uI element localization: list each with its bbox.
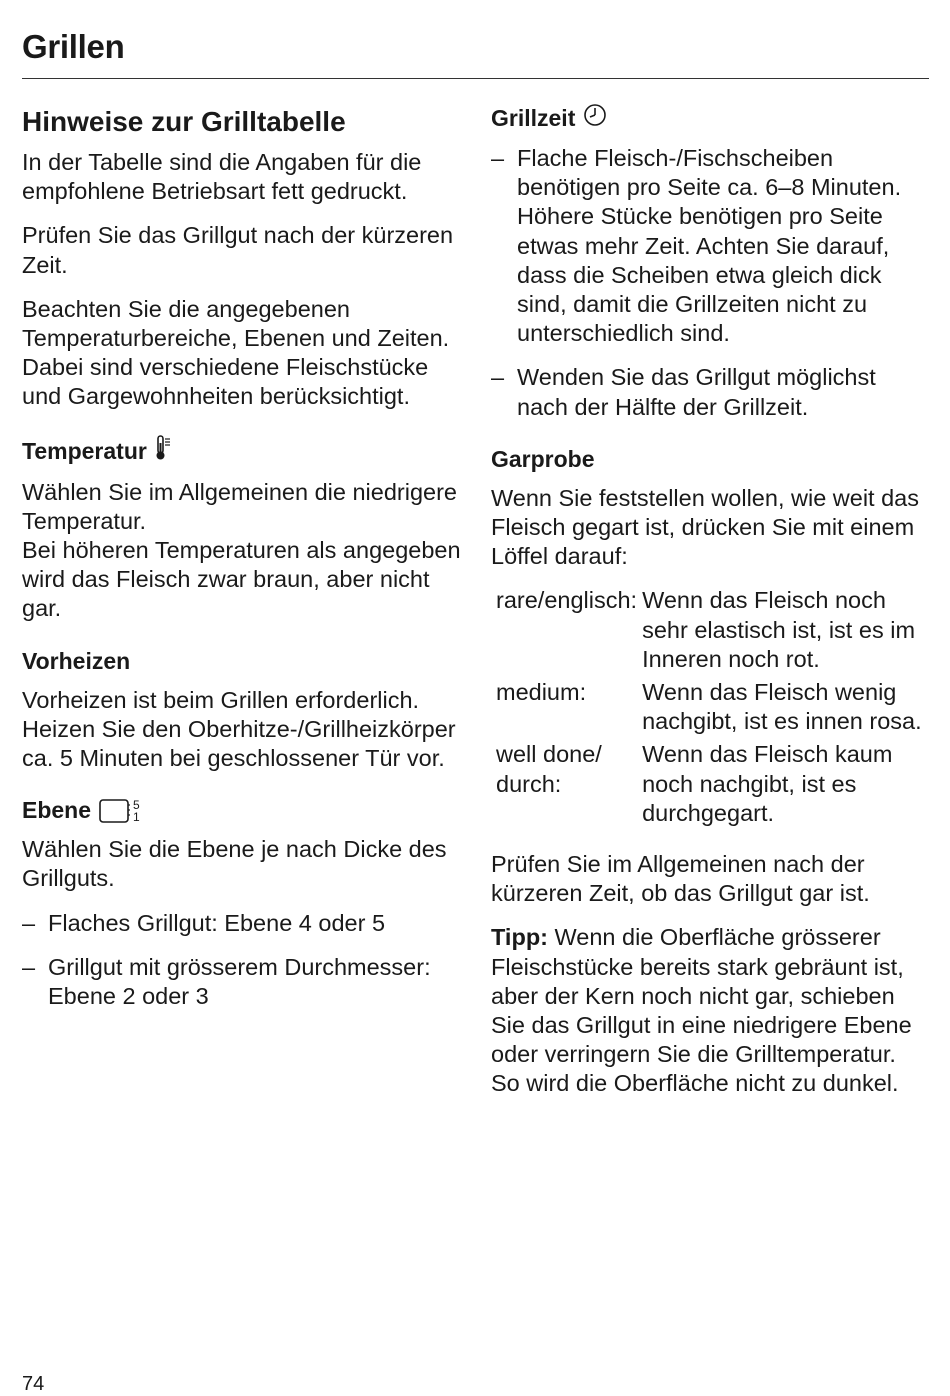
right-column — [491, 100, 931, 1099]
list-item — [491, 363, 931, 421]
level-heading-label: Ebene — [22, 797, 92, 824]
doneness-check-text: Prüfen Sie im Allgemeinen nach der kürzeren Zeit, ob das Grillgut gar ist. — [491, 851, 870, 907]
preheat-heading: Vorheizen — [22, 647, 131, 674]
dash-mark: – — [491, 145, 505, 171]
doneness-desc: Wenn das Fleisch noch sehr elastisch ist, ist es im Inneren noch rot. — [642, 587, 916, 672]
doneness-table — [491, 586, 931, 832]
level-icon-top-number: 5 — [133, 797, 140, 812]
temperature-heading — [22, 435, 462, 468]
intro-paragraph-1: In der Tabelle sind die Angaben für die empfohlene Betriebsart fett gedruckt. — [22, 149, 422, 205]
tip-text: Wenn die Oberfläche grösserer Fleischstücke bereits stark gebräunt ist, aber der Kern noch nicht gar, schieben Sie das Grillgut in eine niedrigere Ebene oder verringern Sie die Grilltemperatur. So wird die Oberfläche nicht zu dunkel. — [491, 924, 912, 1097]
thermometer-icon — [155, 435, 171, 468]
list-item-text: Grillgut mit grösserem Durchmesser: Ebene 2 oder 3 — [48, 953, 431, 1010]
doneness-text: Wenn Sie feststellen wollen, wie weit das Fleisch gegart ist, drücken Sie mit einem Löffel darauf: — [491, 484, 920, 570]
list-item-text: Flache Fleisch-/Fischscheiben benötigen pro Seite ca. 6–8 Minuten. Höhere Stücke benötigen pro Seite etwas mehr Zeit. Achten Sie darauf, dass die Scheiben etwa gleich dick sind, damit die Grillzeiten nicht zu unterschiedlich sind. — [517, 145, 902, 347]
dash-mark: – — [491, 364, 505, 391]
doneness-term: well done/ durch: — [496, 741, 602, 797]
dash-mark: – — [22, 953, 36, 980]
temperature-text-1: Wählen Sie im Allgemeinen die niedrigere Temperatur. — [22, 478, 457, 534]
temperature-text-2: Bei höheren Temperaturen als angegeben wird das Fleisch zwar braun, aber nicht gar. — [22, 537, 461, 622]
page-title: Grillen — [22, 28, 125, 65]
grill-time-list — [491, 144, 931, 422]
grill-time-heading — [491, 103, 931, 134]
level-heading — [22, 796, 462, 825]
section-heading-grill-table-notes: Hinweise zur Grilltabelle — [22, 106, 346, 137]
preheat-text: Vorheizen ist beim Grillen erforderlich. Heizen Sie den Oberhitze-/Grillheizkörper ca. 5 Minuten bei geschlossener Tür vor. — [22, 686, 456, 772]
intro-paragraph-2: Prüfen Sie das Grillgut nach der kürzeren Zeit. — [22, 222, 454, 278]
doneness-term: medium: — [496, 679, 587, 706]
doneness-term: rare/englisch: — [496, 587, 638, 614]
clock-icon — [583, 103, 607, 134]
level-list — [22, 909, 462, 1012]
doneness-heading: Garprobe — [491, 445, 595, 472]
left-column — [22, 100, 462, 1026]
page-number: 74 — [22, 1373, 45, 1395]
list-item-text: Flaches Grillgut: Ebene 4 oder 5 — [48, 909, 386, 936]
grill-time-heading-label: Grillzeit — [491, 105, 576, 131]
list-item — [22, 909, 462, 938]
list-item — [22, 953, 462, 1011]
doneness-desc: Wenn das Fleisch kaum noch nachgibt, ist es durchgegart. — [642, 741, 893, 826]
table-row — [491, 678, 931, 740]
table-row — [491, 740, 931, 832]
tip-paragraph — [491, 923, 931, 1098]
level-icon-bottom-number: 1 — [133, 809, 140, 824]
oven-level-icon — [99, 798, 140, 824]
dash-mark: – — [22, 909, 36, 936]
table-row — [491, 586, 931, 678]
level-text: Wählen Sie die Ebene je nach Dicke des Grillguts. — [22, 836, 447, 892]
list-item-text: Wenden Sie das Grillgut möglichst nach der Hälfte der Grillzeit. — [517, 364, 876, 420]
temperature-heading-label: Temperatur — [22, 437, 147, 464]
tip-label: Tipp: — [491, 924, 548, 951]
list-item — [491, 144, 931, 348]
intro-paragraph-3: Beachten Sie die angegebenen Temperaturbereiche, Ebenen und Zeiten. Dabei sind verschiedene Fleischstücke und Gargewohnheiten berücksichtigt. — [22, 295, 450, 410]
title-divider — [22, 78, 929, 79]
doneness-desc: Wenn das Fleisch wenig nachgibt, ist es innen rosa. — [642, 679, 922, 735]
